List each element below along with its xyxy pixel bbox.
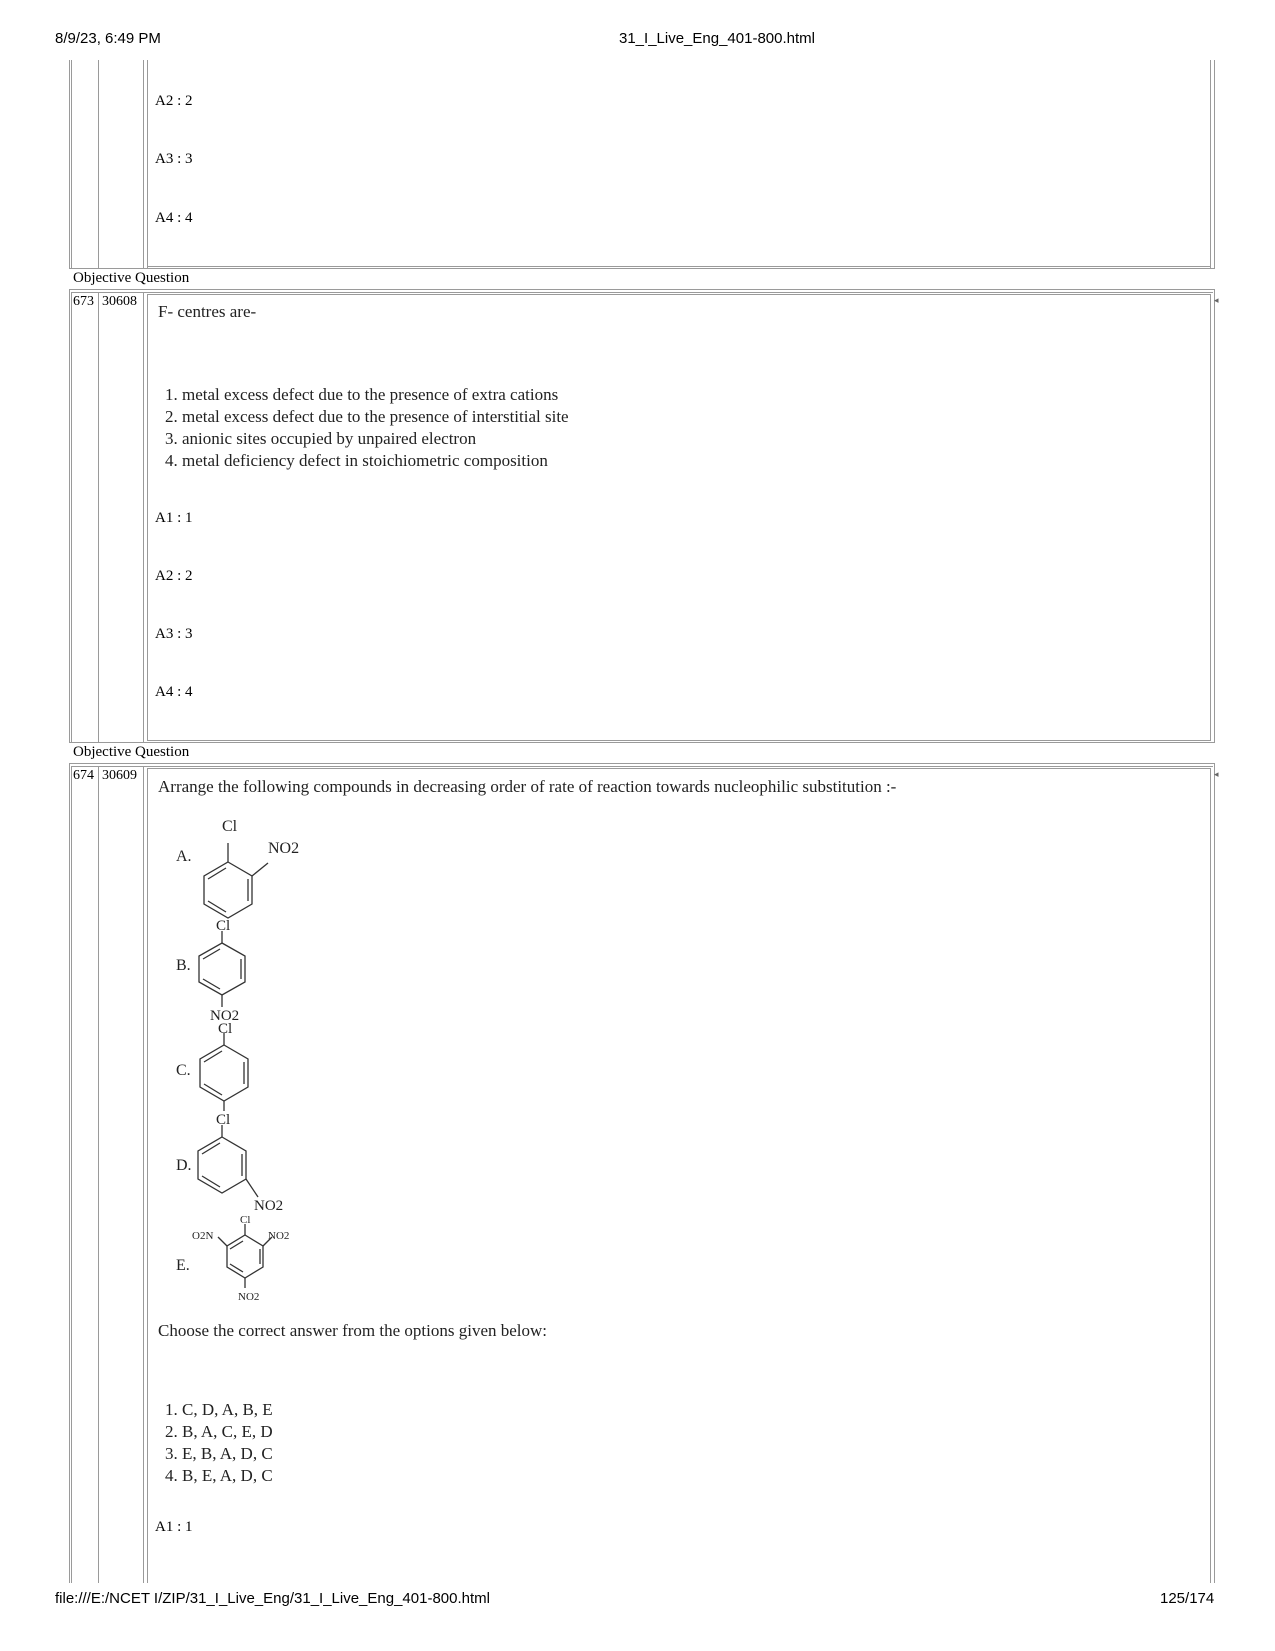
answer-option: A3 : 3 (155, 151, 193, 167)
answer-option: A3 : 3 (155, 626, 193, 642)
answer-option: A2 : 2 (155, 93, 193, 109)
option-item: 1. C, D, A, B, E (182, 1399, 273, 1421)
option-item: 2. B, A, C, E, D (182, 1421, 273, 1443)
answer-option: A1 : 1 (155, 510, 193, 526)
print-page-number: 125/174 (1160, 1590, 1215, 1607)
serial-number: 673 (73, 294, 94, 309)
compound-label: E. (176, 1257, 190, 1274)
atom-cl: Cl (218, 1021, 233, 1037)
atom-cl: Cl (216, 1112, 231, 1128)
atom-cl: Cl (216, 918, 231, 934)
print-datetime: 8/9/23, 6:49 PM (55, 30, 161, 47)
option-list (158, 384, 569, 472)
option-item: 3. E, B, A, D, C (182, 1443, 273, 1465)
group-no2: NO2 (210, 1008, 240, 1024)
compound-e (176, 1214, 289, 1303)
serial-number: 674 (73, 768, 94, 783)
group-o2n: O2N (192, 1230, 214, 1242)
print-title: 31_I_Live_Eng_401-800.html (619, 30, 815, 47)
compound-b (176, 918, 245, 1024)
compound-label: D. (176, 1157, 192, 1174)
question-type-label: Objective Question (73, 270, 190, 286)
atom-cl: Cl (240, 1214, 251, 1226)
print-file-path: file:///E:/NCET I/ZIP/31_I_Live_Eng/31_I_Live_Eng_401-800.html (55, 1590, 490, 1607)
answer-option: A1 : 1 (155, 1519, 193, 1535)
answer-option: A2 : 2 (155, 568, 193, 584)
scroll-marker-icon: ◂ (1214, 296, 1219, 306)
option-item: 2. metal excess defect due to the presence of interstitial site (182, 406, 569, 428)
scroll-marker-icon: ◂ (1214, 770, 1219, 780)
atom-cl: Cl (222, 818, 238, 835)
question-text: F- centres are- (158, 302, 257, 321)
question-id: 30608 (102, 294, 137, 309)
compound-label: A. (176, 848, 192, 865)
compound-d (176, 1125, 283, 1214)
option-item: 4. B, E, A, D, C (182, 1465, 273, 1487)
option-item: 3. anionic sites occupied by unpaired electron (182, 428, 569, 450)
question-type-label: Objective Question (73, 744, 190, 760)
group-no2: NO2 (238, 1291, 260, 1303)
compound-label: C. (176, 1062, 191, 1079)
option-item: 1. metal excess defect due to the presence of extra cations (182, 384, 569, 406)
compound-a (176, 818, 299, 918)
option-list (158, 1399, 273, 1487)
option-item: 4. metal deficiency defect in stoichiometric composition (182, 450, 569, 472)
compound-c (176, 1021, 248, 1128)
compound-label: B. (176, 957, 191, 974)
question-text: Arrange the following compounds in decreasing order of rate of reaction towards nucleophilic substitution :- (158, 777, 897, 796)
instruction-text: Choose the correct answer from the options given below: (158, 1321, 548, 1340)
question-id: 30609 (102, 768, 137, 783)
answer-option: A4 : 4 (155, 210, 193, 226)
compound-structures (150, 805, 350, 1330)
group-no2: NO2 (268, 1230, 290, 1242)
group-no2: NO2 (254, 1198, 284, 1214)
group-no2: NO2 (268, 840, 300, 857)
answer-option: A4 : 4 (155, 684, 193, 700)
